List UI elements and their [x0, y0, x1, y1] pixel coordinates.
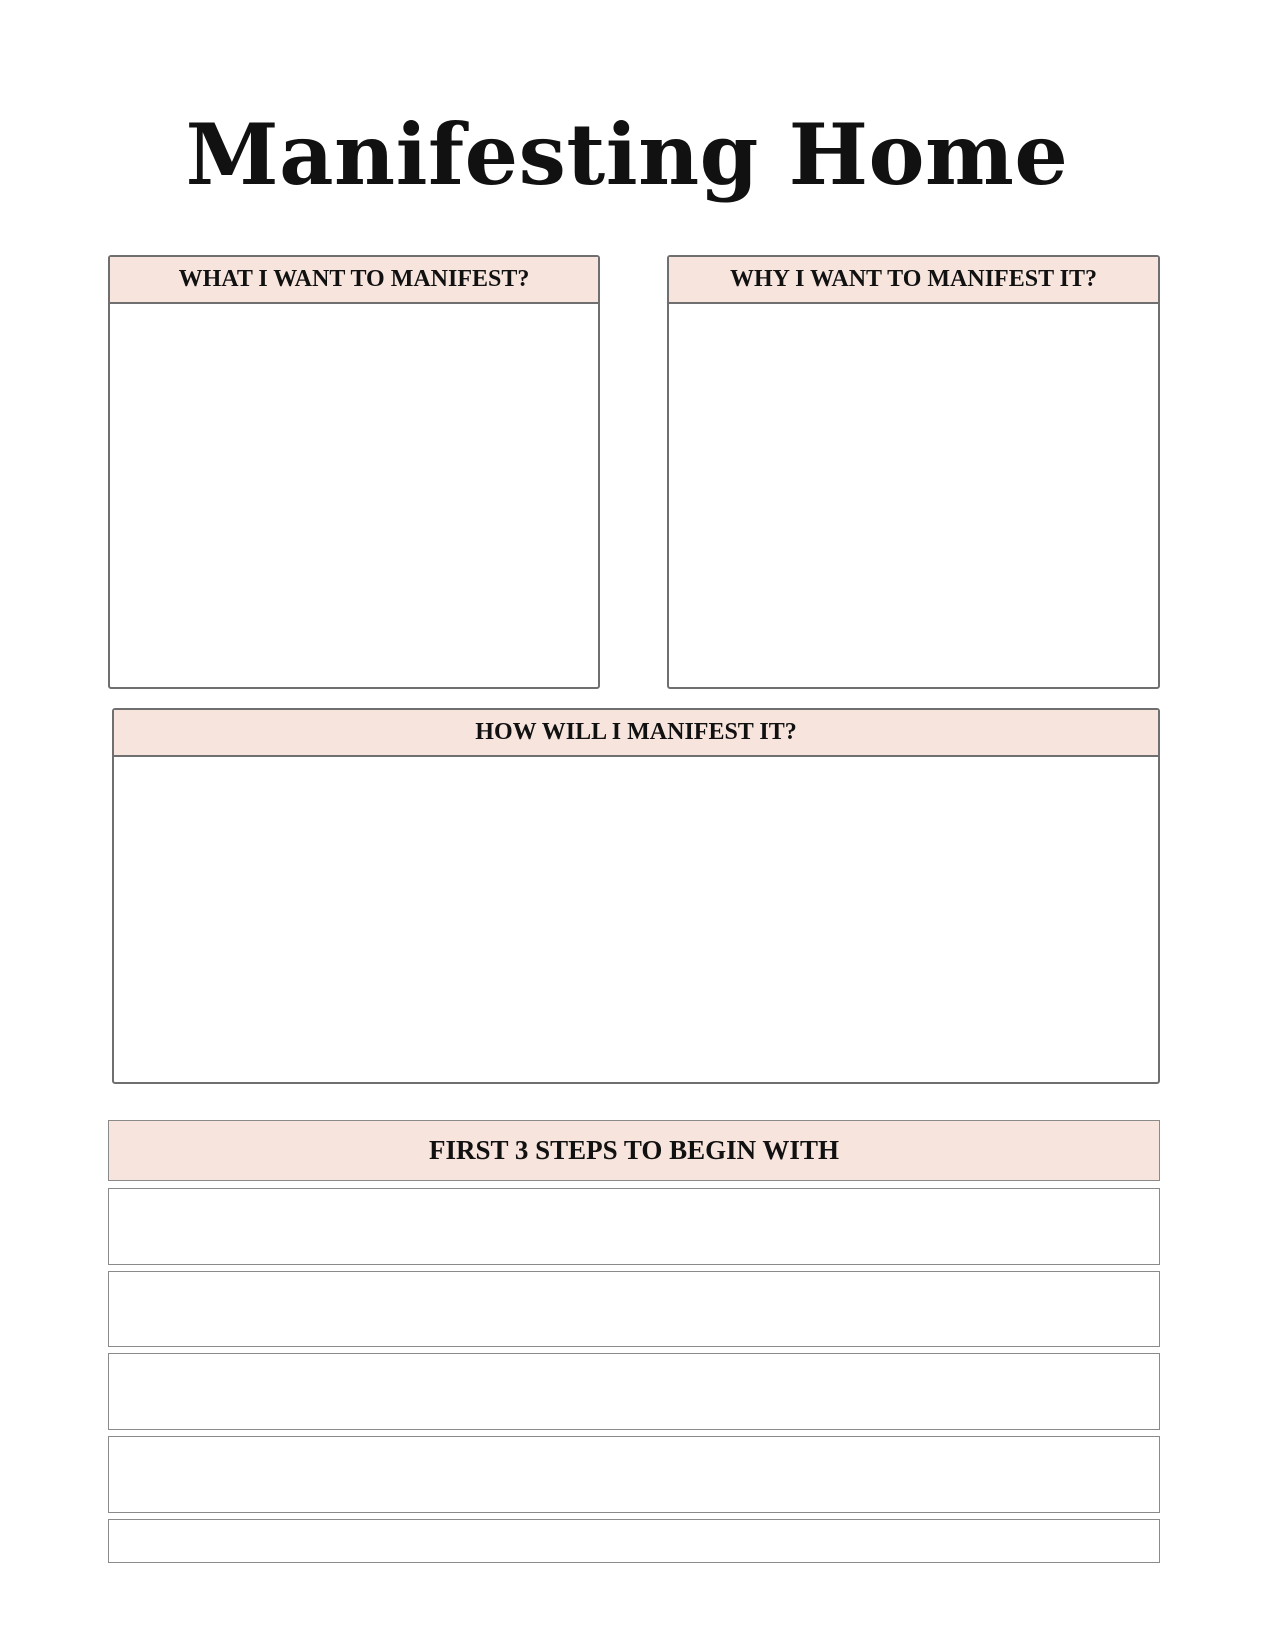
step-row-text: [109, 1189, 1159, 1264]
why-i-want-header: WHY I WANT TO MANIFEST IT?: [669, 257, 1158, 304]
step-row-text: [109, 1520, 1159, 1562]
why-i-want-writing-area[interactable]: [669, 304, 1158, 687]
what-i-want-writing-area[interactable]: [110, 304, 598, 687]
how-will-i-header: HOW WILL I MANIFEST IT?: [114, 710, 1158, 757]
step-row-text: [109, 1354, 1159, 1429]
page-title: Manifesting Home: [185, 105, 1069, 204]
why-i-want-section: [667, 255, 1160, 689]
step-row-1[interactable]: [108, 1188, 1160, 1265]
how-will-i-section: [112, 708, 1160, 1084]
step-row-3[interactable]: [108, 1353, 1160, 1430]
what-i-want-header: WHAT I WANT TO MANIFEST?: [110, 257, 598, 304]
how-will-i-writing-area[interactable]: [114, 757, 1158, 1082]
step-row-text: [109, 1437, 1159, 1512]
step-row-text: [109, 1272, 1159, 1346]
first-steps-header: FIRST 3 STEPS TO BEGIN WITH: [108, 1120, 1160, 1181]
step-row-5[interactable]: [108, 1519, 1160, 1563]
step-row-4[interactable]: [108, 1436, 1160, 1513]
what-i-want-section: [108, 255, 600, 689]
step-row-2[interactable]: [108, 1271, 1160, 1347]
